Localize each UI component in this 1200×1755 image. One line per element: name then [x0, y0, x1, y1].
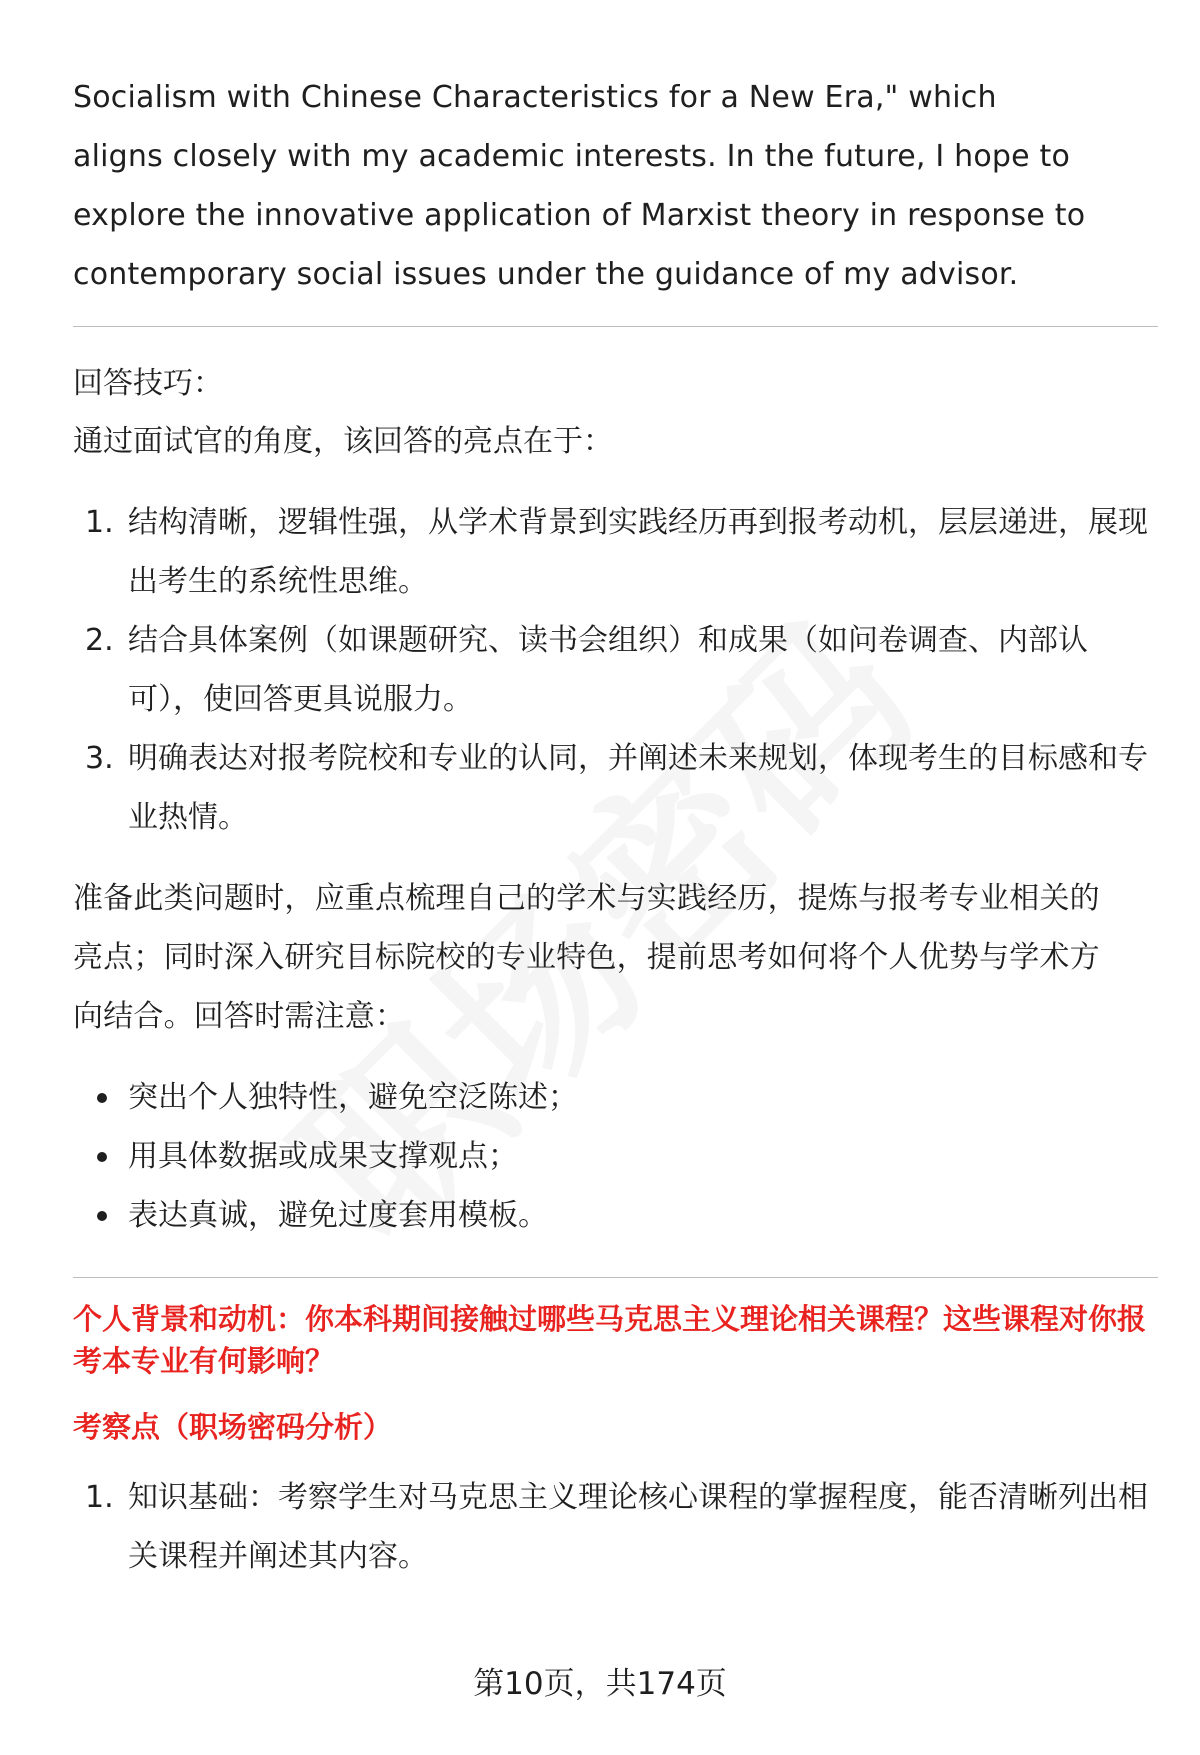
- bullet-icon: [97, 1152, 107, 1162]
- tips-intro: 通过面试官的角度，该回答的亮点在于：: [73, 424, 613, 459]
- list-number: 3.: [85, 741, 114, 776]
- analysis-points-list: [73, 1468, 1158, 1586]
- bullet-icon: [97, 1211, 107, 1221]
- list-text: 表达真诚，避免过度套用模板。: [128, 1198, 548, 1233]
- section-divider: [73, 1277, 1158, 1278]
- list-item: [73, 1127, 1158, 1186]
- list-number: 2.: [85, 623, 114, 658]
- list-item: [73, 493, 1158, 611]
- question-title: 个人背景和动机：你本科期间接触过哪些马克思主义理论相关课程？这些课程对你报考本专业有何影响？: [73, 1302, 1147, 1378]
- highlights-list: [73, 493, 1158, 847]
- list-item: [73, 1186, 1158, 1245]
- advice-paragraph: 准备此类问题时，应重点梳理自己的学术与实践经历，提炼与报考专业相关的亮点；同时深入研究目标院校的专业特色，提前思考如何将个人优势与学术方向结合。回答时需注意：: [73, 881, 1100, 1034]
- list-item: [73, 729, 1158, 847]
- list-text: 结构清晰，逻辑性强，从学术背景到实践经历再到报考动机，层层递进，展现出考生的系统性思维。: [128, 505, 1148, 599]
- advice-bullets: [73, 1068, 1158, 1245]
- list-number: 1.: [85, 1480, 114, 1515]
- list-text: 突出个人独特性，避免空泛陈述；: [128, 1080, 578, 1115]
- analysis-subheading: 考察点（职场密码分析）: [73, 1410, 393, 1444]
- tips-label: 回答技巧：: [73, 366, 223, 401]
- list-text: 明确表达对报考院校和专业的认同，并阐述未来规划，体现考生的目标感和专业热情。: [128, 741, 1148, 835]
- list-item: [73, 1468, 1158, 1586]
- list-item: [73, 1068, 1158, 1127]
- list-number: 1.: [85, 505, 114, 540]
- intro-paragraph: Socialism with Chinese Characteristics for a New Era," which aligns closely with my academic interests. In the future, I hope to explore the innovative application of Marxist theory in response to contemporary social issues under the guidance of my advisor.: [73, 80, 1086, 292]
- list-text: 结合具体案例（如课题研究、读书会组织）和成果（如问卷调查、内部认可），使回答更具说服力。: [128, 623, 1088, 717]
- list-text: 用具体数据或成果支撑观点；: [128, 1139, 518, 1174]
- list-item: [73, 611, 1158, 729]
- section-divider: [73, 326, 1158, 327]
- page-footer: 第10页，共174页: [473, 1666, 727, 1702]
- list-text: 知识基础：考察学生对马克思主义理论核心课程的掌握程度，能否清晰列出相关课程并阐述其内容。: [128, 1480, 1148, 1574]
- page-content: [73, 68, 1158, 1586]
- bullet-icon: [97, 1093, 107, 1103]
